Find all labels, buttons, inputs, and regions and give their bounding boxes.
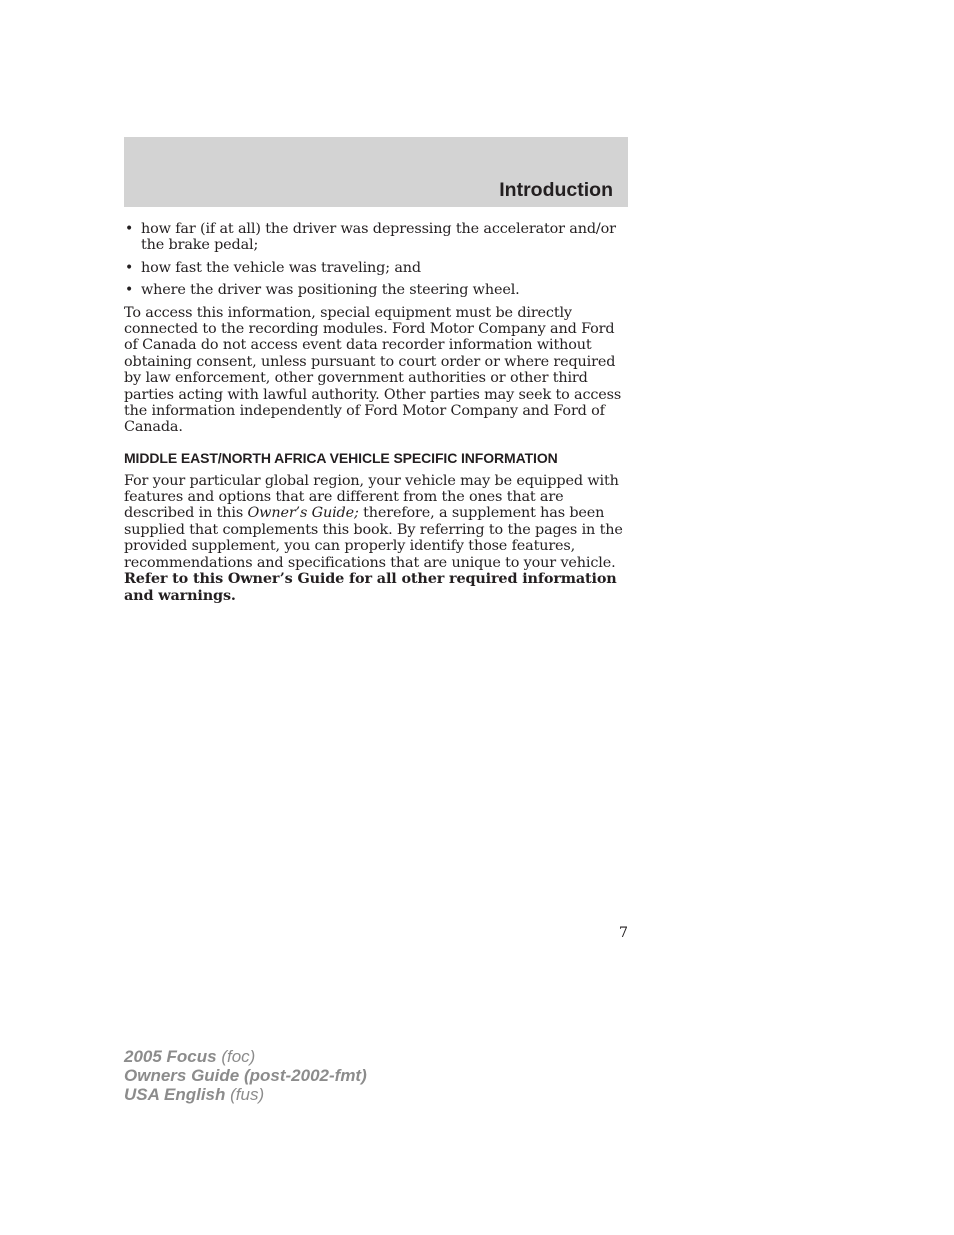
footer-language-code: (fus) [230,1085,265,1104]
list-item-text: how far (if at all) the driver was depressing the accelerator and/or the brake pedal; [141,221,616,254]
footer-model-code: (foc) [221,1047,256,1066]
footer-model: 2005 Focus [124,1047,217,1066]
document-footer [124,1047,367,1104]
list-item [124,282,628,298]
page-number: 7 [618,925,628,941]
region-paragraph-text-cont: therefore, a supplement has been supplied that complements this book. By referring to the pages in the provided supplement, you can properly identify those features, recommendations and specifications that are unique to your vehicle. [124,505,623,571]
bullet-icon: • [125,259,134,276]
footer-line-guide [124,1066,367,1085]
list-item [124,260,628,276]
bullet-list [124,221,628,299]
section-title: Introduction [499,178,613,201]
footer-guide: Owners Guide (post-2002-fmt) [124,1066,367,1085]
list-item-text: where the driver was positioning the steering wheel. [141,282,520,299]
warning-bold-text: Refer to this Owner’s Guide for all other required information and warnings. [124,570,617,604]
list-item [124,221,628,254]
footer-line-language [124,1085,367,1104]
bullet-icon: • [125,221,134,237]
region-paragraph-text: For your particular global region, your vehicle may be equipped with features and options that are different from the ones that are described in this [124,472,619,522]
owners-guide-italic: Owner’s Guide; [247,505,359,522]
access-paragraph: To access this information, special equipment must be directly connected to the recording modules. Ford Motor Company and Ford of Canada do not access event data recorder information without obtaining consent, unless pursuant to court order or where required by law enforcement, other government authorities or other third parties acting with lawful authority. Other parties may seek to access the information independently of Ford Motor Company and Ford of Canada. [124,304,622,436]
bullet-icon: • [125,282,134,299]
page-content [124,221,628,604]
section-header-band [124,137,628,207]
region-paragraph [124,473,628,604]
footer-language: USA English [124,1085,226,1104]
footer-line-model [124,1047,367,1066]
list-item-text: how fast the vehicle was traveling; and [141,259,421,276]
section-heading: MIDDLE EAST/NORTH AFRICA VEHICLE SPECIFIC INFORMATION [124,449,558,466]
